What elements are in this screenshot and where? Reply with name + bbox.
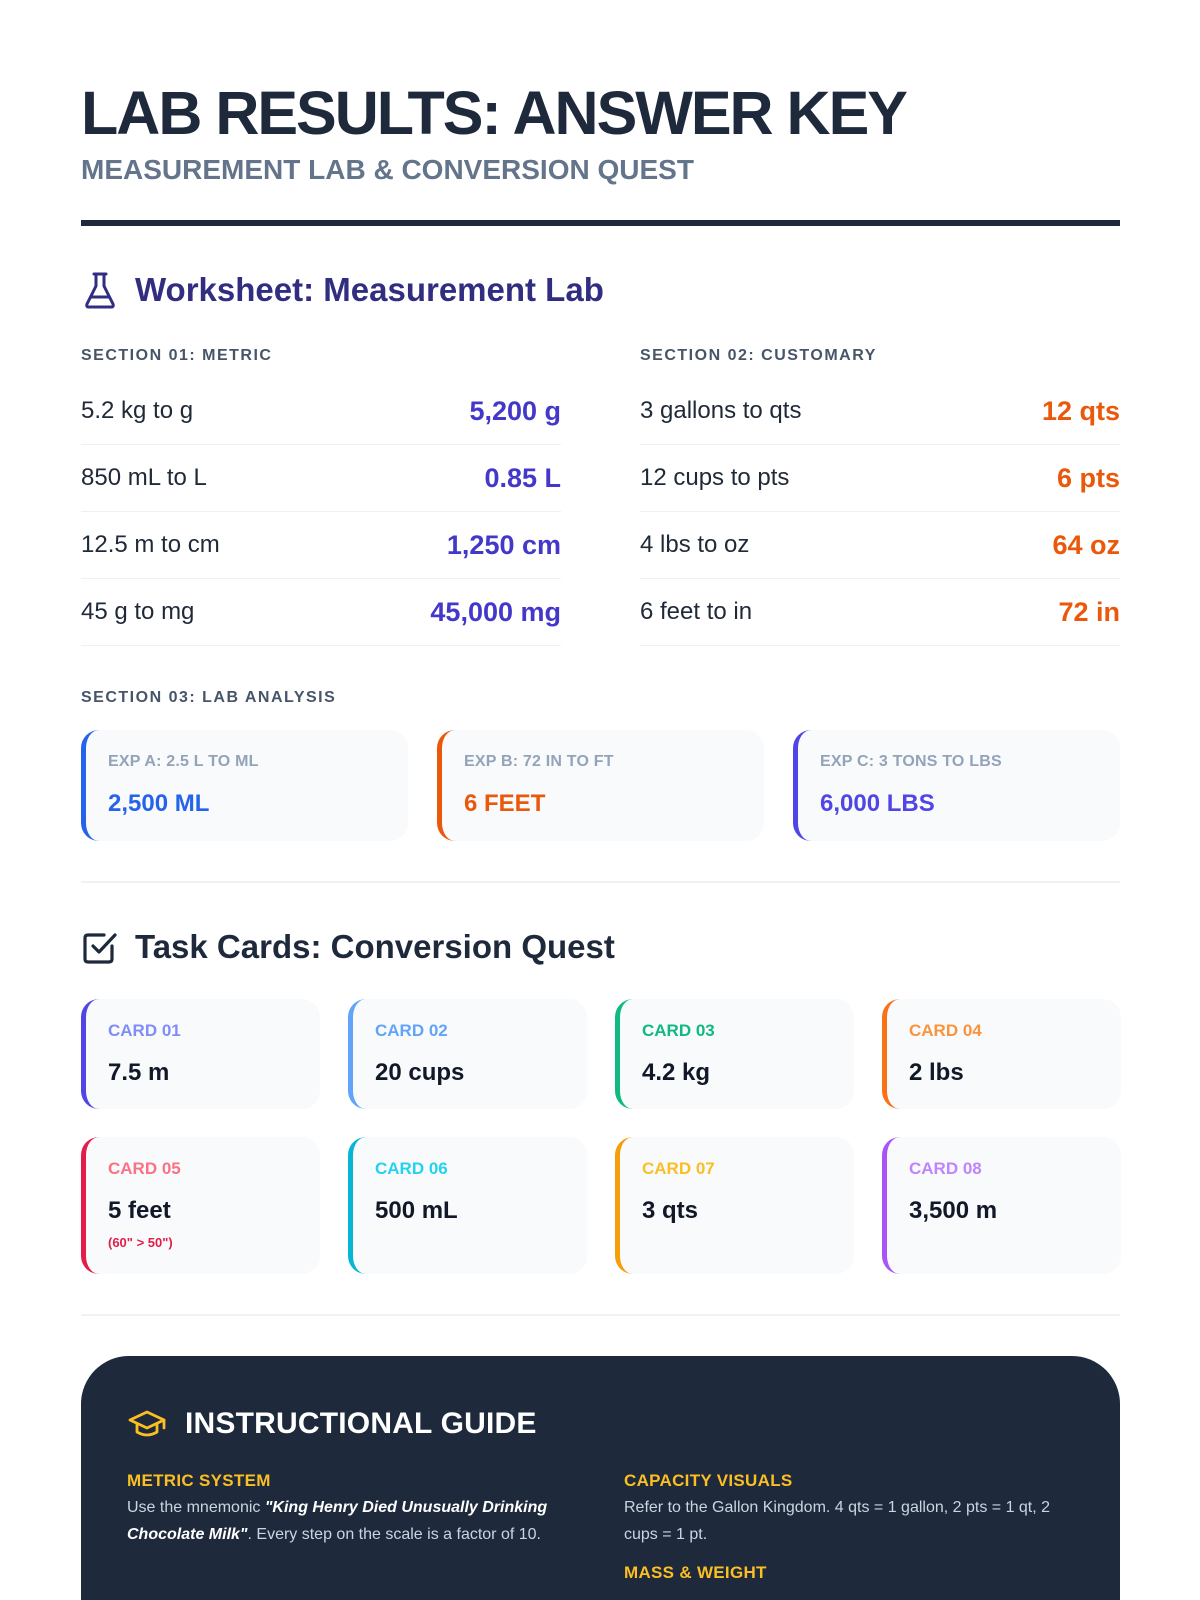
metric-section: [81, 346, 561, 646]
task-card: [348, 999, 587, 1109]
metric-answer: 1,250 cm: [446, 529, 561, 560]
customary-row: [640, 579, 1120, 646]
experiment-label: EXP A: 2.5 L TO ML: [108, 753, 259, 770]
flask-icon: [81, 270, 119, 310]
task-card-label: CARD 03: [642, 1021, 715, 1040]
mnemonic-text: "King Henry Died Unusually Drinking Chocolate Milk": [127, 1499, 548, 1543]
task-cards-heading: [81, 927, 1119, 967]
task-card-value: 3 qts: [642, 1197, 699, 1224]
task-card: [615, 999, 854, 1109]
task-card: [81, 1137, 320, 1274]
customary-section: [640, 346, 1120, 646]
customary-answer: 72 in: [1058, 596, 1120, 627]
experiment-card: [793, 730, 1120, 841]
metric-text-before: Use the mnemonic: [127, 1499, 265, 1516]
experiment-value: 6 FEET: [464, 790, 546, 817]
experiment-value: 2,500 ML: [108, 790, 210, 817]
customary-row: [640, 445, 1120, 512]
mass-weight-heading: MASS & WEIGHT: [624, 1563, 767, 1582]
task-card-value: 20 cups: [375, 1059, 465, 1086]
customary-answer: 12 qts: [1041, 395, 1120, 426]
analysis-section-label: SECTION 03: LAB ANALYSIS: [81, 689, 337, 706]
customary-question: 12 cups to pts: [640, 464, 790, 491]
guide-customary-column: [624, 1470, 1074, 1584]
task-card-value: 5 feet: [108, 1197, 171, 1224]
metric-question: 850 mL to L: [81, 464, 207, 491]
task-card-label: CARD 02: [375, 1021, 448, 1040]
metric-question: 12.5 m to cm: [81, 531, 220, 558]
metric-row: [81, 579, 561, 646]
metric-system-text: [127, 1494, 577, 1548]
capacity-visuals-text: Refer to the Gallon Kingdom. 4 qts = 1 gallon, 2 pts = 1 qt, 2 cups = 1 pt.: [624, 1499, 1051, 1543]
checkbox-icon: [81, 927, 119, 967]
metric-row: [81, 512, 561, 579]
worksheet-columns: [81, 346, 1120, 646]
customary-question: 3 gallons to qts: [640, 397, 802, 424]
metric-section-label: SECTION 01: METRIC: [81, 347, 273, 364]
task-card-value: 7.5 m: [108, 1059, 170, 1086]
customary-question: 4 lbs to oz: [640, 531, 750, 558]
experiment-value: 6,000 LBS: [820, 790, 935, 817]
metric-answer: 5,200 g: [469, 395, 561, 426]
customary-section-label: SECTION 02: CUSTOMARY: [640, 347, 877, 364]
metric-question: 5.2 kg to g: [81, 397, 194, 424]
metric-row: [81, 445, 561, 512]
worksheet-heading: [81, 270, 1119, 310]
task-card: [81, 999, 320, 1109]
task-card: [882, 999, 1121, 1109]
task-card-label: CARD 07: [642, 1159, 715, 1178]
customary-question: 6 feet to in: [640, 598, 753, 625]
experiment-card: [437, 730, 764, 841]
graduation-cap-icon: [127, 1406, 167, 1442]
customary-row: [640, 378, 1120, 445]
capacity-visuals-heading: CAPACITY VISUALS: [624, 1471, 793, 1490]
task-card: [882, 1137, 1121, 1274]
task-card-value: 2 lbs: [909, 1059, 964, 1086]
experiment-card: [81, 730, 408, 841]
experiment-label: EXP C: 3 TONS TO LBS: [820, 753, 1002, 770]
worksheet-title: Worksheet: Measurement Lab: [135, 271, 604, 308]
experiment-cards: [81, 730, 1120, 841]
experiment-label: EXP B: 72 IN TO FT: [464, 753, 614, 770]
metric-answer: 45,000 mg: [430, 596, 561, 627]
guide-title: INSTRUCTIONAL GUIDE: [185, 1407, 537, 1440]
section-divider: [81, 1314, 1120, 1316]
task-cards-title: Task Cards: Conversion Quest: [135, 928, 615, 965]
customary-answer: 64 oz: [1052, 529, 1120, 560]
metric-answer: 0.85 L: [484, 462, 561, 493]
task-card-note: (60" > 50"): [108, 1235, 173, 1250]
metric-text-after: . Every step on the scale is a factor of 10.: [247, 1526, 541, 1543]
task-card-value: 3,500 m: [909, 1197, 998, 1224]
guide-metric-column: [127, 1470, 577, 1584]
customary-row: [640, 512, 1120, 579]
task-card-value: 500 mL: [375, 1197, 458, 1224]
task-card-label: CARD 08: [909, 1159, 982, 1178]
task-card-label: CARD 06: [375, 1159, 448, 1178]
task-card-grid: [81, 999, 1120, 1274]
guide-columns: [127, 1470, 1074, 1584]
title-divider: [81, 220, 1120, 226]
task-card: [615, 1137, 854, 1274]
metric-row: [81, 378, 561, 445]
metric-question: 45 g to mg: [81, 598, 195, 625]
customary-answer: 6 pts: [1056, 462, 1120, 493]
task-card-value: 4.2 kg: [642, 1059, 711, 1086]
page-title: LAB RESULTS: ANSWER KEY: [81, 79, 906, 147]
page-subtitle: MEASUREMENT LAB & CONVERSION QUEST: [81, 154, 694, 185]
section-divider: [81, 881, 1120, 883]
task-card: [348, 1137, 587, 1274]
instructional-guide-panel: [81, 1356, 1120, 1600]
task-card-label: CARD 01: [108, 1021, 181, 1040]
metric-system-heading: METRIC SYSTEM: [127, 1471, 271, 1490]
task-card-label: CARD 04: [909, 1021, 982, 1040]
guide-heading: [127, 1406, 1074, 1442]
task-card-label: CARD 05: [108, 1159, 181, 1178]
